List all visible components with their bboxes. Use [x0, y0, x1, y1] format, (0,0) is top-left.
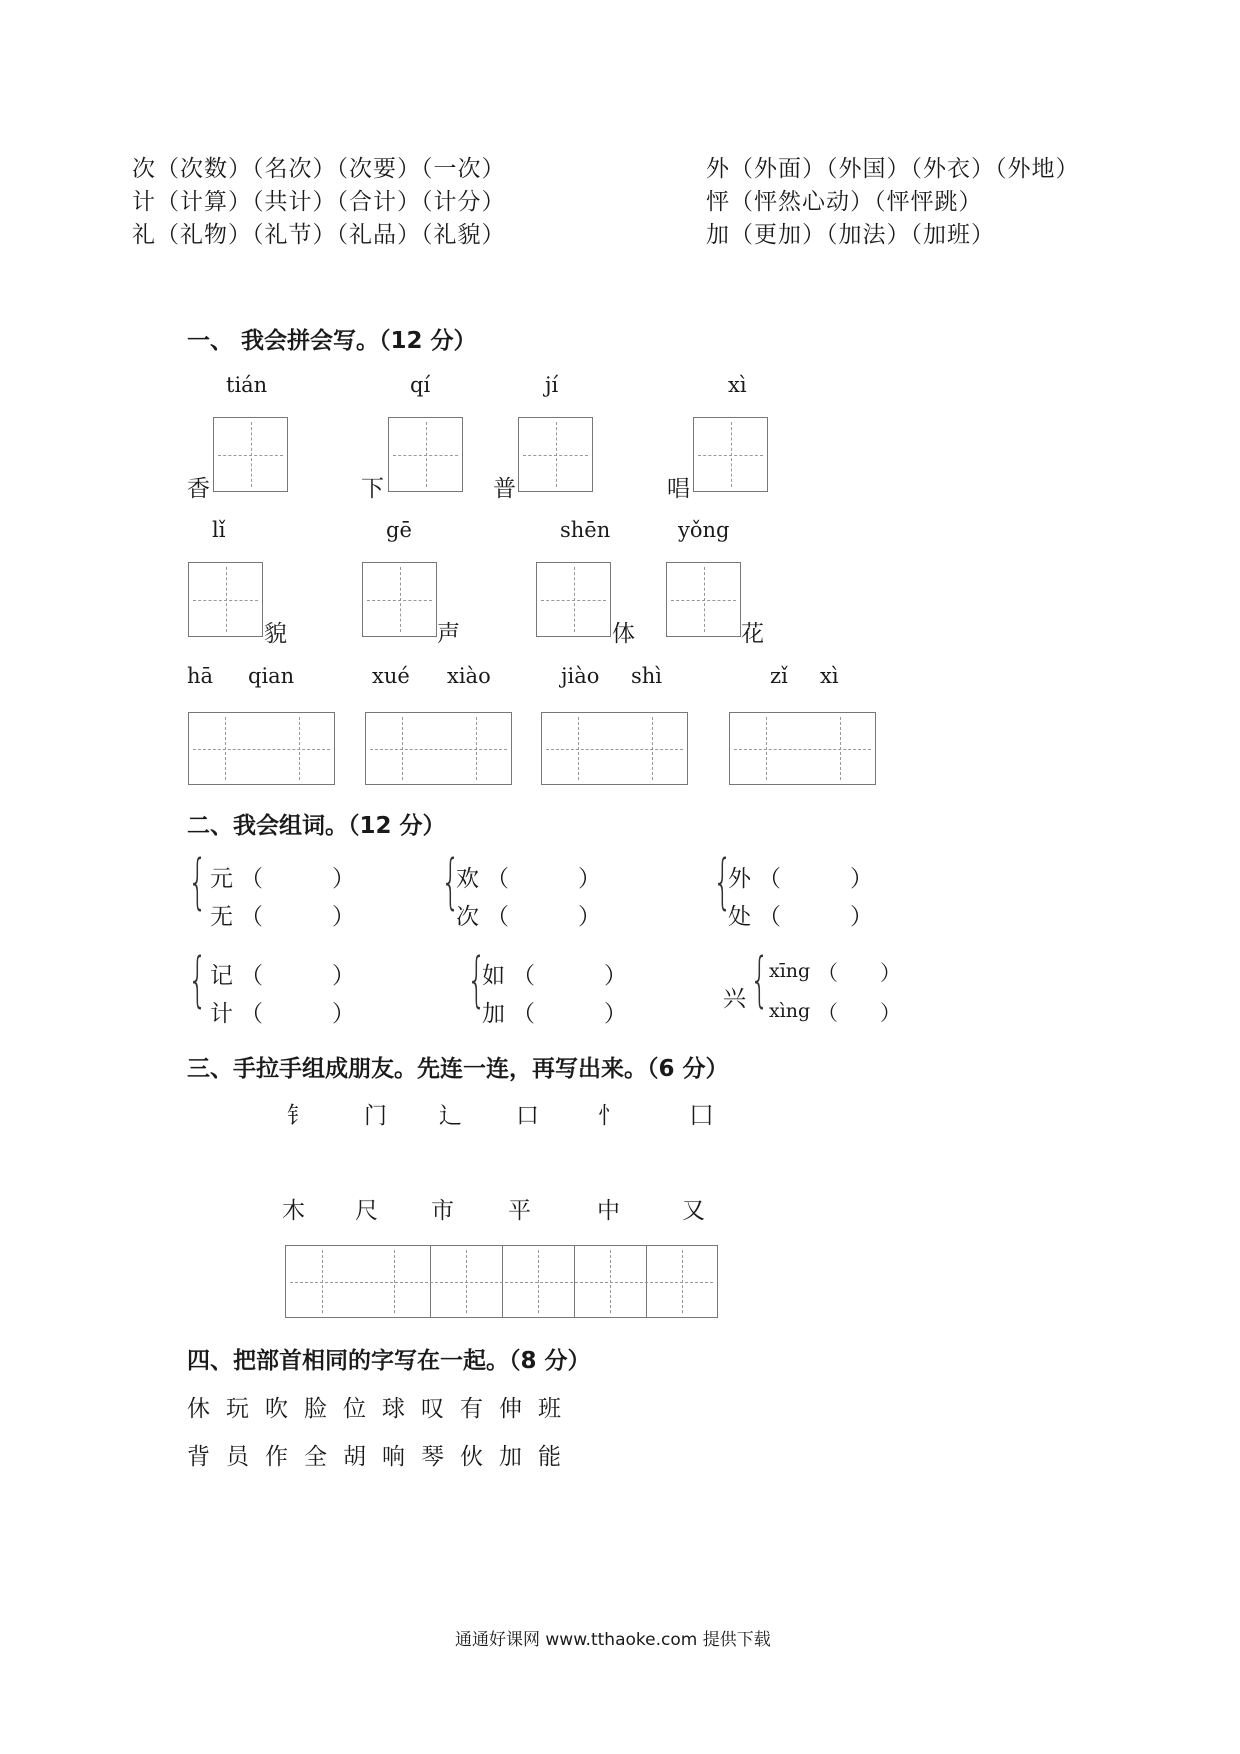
given-char: 唱	[667, 476, 690, 502]
writing-box-double[interactable]	[365, 712, 512, 785]
answer-paren[interactable]: （ ）	[512, 1001, 627, 1027]
pinyin-label: yǒng	[678, 518, 730, 542]
component[interactable]: 中	[597, 1198, 620, 1224]
answer-paren[interactable]: （ ）	[512, 963, 627, 989]
vocab-line-2: 计（计算）（共计）（合计）（计分）	[132, 189, 506, 215]
component[interactable]: 又	[682, 1198, 705, 1224]
component[interactable]: 尺	[355, 1198, 378, 1224]
radical[interactable]: 口	[516, 1103, 539, 1129]
char-item: 胡	[343, 1444, 366, 1470]
char-item: 全	[304, 1444, 327, 1470]
radical[interactable]: 忄	[598, 1103, 621, 1129]
answer-paren[interactable]: （ ）	[240, 1001, 355, 1027]
pinyin-label: qian	[248, 664, 295, 688]
char-item: 琴	[421, 1444, 444, 1470]
word-char: 外	[728, 866, 751, 892]
section1-title: 一、 我会拼会写。（12 分）	[187, 328, 477, 354]
pinyin-label: shēn	[560, 518, 611, 542]
radical[interactable]: 钅	[287, 1103, 310, 1129]
polyphone-char: 兴	[723, 986, 746, 1012]
component[interactable]: 木	[282, 1198, 305, 1224]
writing-box[interactable]	[188, 562, 263, 637]
word-char: 次	[456, 904, 479, 930]
pinyin-label: jiào	[561, 664, 600, 688]
answer-paren[interactable]: （ ）	[817, 961, 901, 985]
given-char: 香	[187, 476, 210, 502]
answer-paren[interactable]: （ ）	[758, 866, 873, 892]
given-char: 貌	[264, 621, 287, 647]
given-char: 下	[361, 476, 384, 502]
answer-paren[interactable]: （ ）	[486, 904, 601, 930]
char-item: 有	[460, 1396, 483, 1422]
vocab-line-6: 加（更加）（加法）（加班）	[706, 222, 995, 248]
writing-box[interactable]	[388, 417, 463, 492]
writing-box-double[interactable]	[729, 712, 876, 785]
char-item: 加	[499, 1444, 522, 1470]
pinyin-label: xì	[820, 664, 839, 688]
answer-paren[interactable]: （ ）	[240, 904, 355, 930]
pinyin-label: qí	[410, 373, 431, 397]
brace-icon: {	[188, 945, 208, 1015]
answer-paren[interactable]: （ ）	[486, 866, 601, 892]
component[interactable]: 平	[508, 1198, 531, 1224]
given-char: 体	[612, 621, 635, 647]
section2-title: 二、我会组词。（12 分）	[187, 813, 446, 839]
char-item: 位	[343, 1396, 366, 1422]
word-char: 记	[210, 963, 233, 989]
given-char: 花	[741, 621, 764, 647]
char-item: 叹	[421, 1396, 444, 1422]
char-list-row	[187, 1390, 577, 1423]
writing-box[interactable]	[362, 562, 437, 637]
vocab-line-4: 外（外面）（外国）（外衣）（外地）	[706, 156, 1080, 182]
footer-text: 通通好课网 www.tthaoke.com 提供下载	[455, 1630, 771, 1650]
pinyin-label: zǐ	[770, 664, 788, 688]
writing-box[interactable]	[693, 417, 768, 492]
pinyin-label: lǐ	[212, 518, 226, 542]
word-char: 元	[210, 866, 233, 892]
brace-icon: {	[441, 847, 461, 917]
pinyin-label: hā	[187, 664, 214, 688]
component[interactable]: 市	[431, 1198, 454, 1224]
pinyin-label: xìng	[769, 1000, 811, 1022]
pinyin-label: xué	[372, 664, 410, 688]
pinyin-label: jí	[545, 373, 559, 397]
char-item: 球	[382, 1396, 405, 1422]
writing-box[interactable]	[213, 417, 288, 492]
word-char: 处	[728, 904, 751, 930]
char-item: 脸	[304, 1396, 327, 1422]
writing-box[interactable]	[518, 417, 593, 492]
radical[interactable]: 辶	[439, 1103, 462, 1129]
vocab-line-5: 怦（怦然心动）（怦怦跳）	[706, 189, 983, 215]
word-char: 欢	[456, 866, 479, 892]
writing-box-strip[interactable]	[285, 1245, 718, 1318]
word-char: 计	[210, 1001, 233, 1027]
pinyin-label: xì	[728, 373, 747, 397]
char-list-row	[187, 1438, 577, 1471]
pinyin-label: xīng	[769, 960, 811, 982]
char-item: 休	[187, 1396, 210, 1422]
char-item: 伸	[499, 1396, 522, 1422]
answer-paren[interactable]: （ ）	[240, 866, 355, 892]
writing-box[interactable]	[666, 562, 741, 637]
writing-box[interactable]	[536, 562, 611, 637]
char-item: 作	[265, 1444, 288, 1470]
section3-title: 三、手拉手组成朋友。先连一连，再写出来。（6 分）	[187, 1056, 729, 1082]
char-item: 玩	[226, 1396, 249, 1422]
pinyin-label: shì	[631, 664, 663, 688]
char-item: 吹	[265, 1396, 288, 1422]
answer-paren[interactable]: （ ）	[240, 963, 355, 989]
vocab-line-3: 礼（礼物）（礼节）（礼品）（礼貌）	[132, 222, 506, 248]
radical[interactable]: 囗	[690, 1103, 713, 1129]
writing-box-double[interactable]	[188, 712, 335, 785]
given-char: 声	[437, 621, 460, 647]
char-item: 员	[226, 1444, 249, 1470]
writing-box-double[interactable]	[541, 712, 688, 785]
char-item: 响	[382, 1444, 405, 1470]
given-char: 普	[493, 476, 516, 502]
char-item: 班	[538, 1396, 561, 1422]
radical[interactable]: 门	[364, 1103, 387, 1129]
word-char: 如	[482, 963, 505, 989]
section4-title: 四、把部首相同的字写在一起。（8 分）	[187, 1348, 591, 1374]
brace-icon: {	[750, 945, 770, 1015]
brace-icon: {	[188, 847, 208, 917]
word-char: 无	[210, 904, 233, 930]
pinyin-label: gē	[386, 518, 412, 542]
brace-icon: {	[713, 847, 733, 917]
answer-paren[interactable]: （ ）	[817, 1001, 901, 1025]
pinyin-label: tián	[226, 373, 268, 397]
char-item: 背	[187, 1444, 210, 1470]
char-item: 能	[538, 1444, 561, 1470]
pinyin-label: xiào	[447, 664, 491, 688]
word-char: 加	[482, 1001, 505, 1027]
brace-icon: {	[467, 945, 487, 1015]
vocab-line-1: 次（次数）（名次）（次要）（一次）	[132, 156, 506, 182]
answer-paren[interactable]: （ ）	[758, 904, 873, 930]
char-item: 伙	[460, 1444, 483, 1470]
